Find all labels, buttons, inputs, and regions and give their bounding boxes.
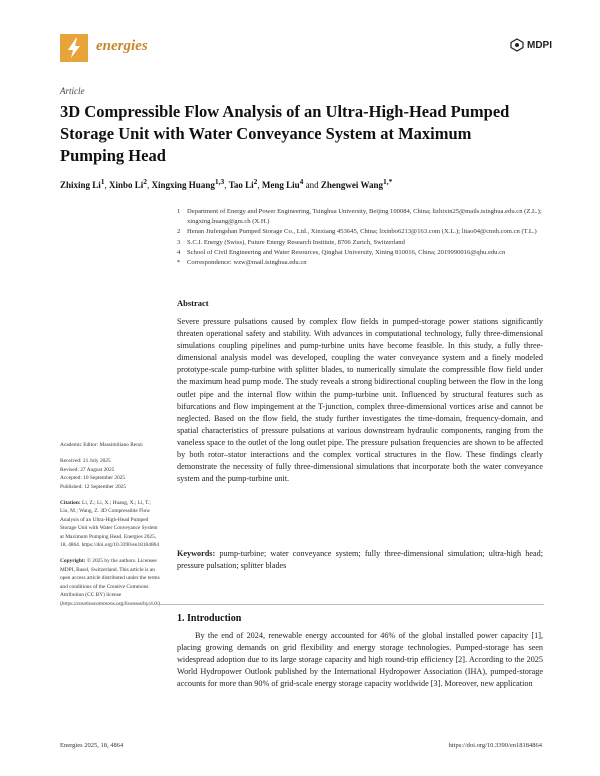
mdpi-mark-icon (510, 38, 524, 52)
affiliation-text: Henan Jiufengshan Pumped Storage Co., Ltd., Xinxiang 453645, China; lixinbo6213@163.com (X.L.); litao04@cnnh.com.cn (T.L.) (187, 228, 537, 236)
received-date: Received: 21 July 2025 (60, 458, 111, 465)
footer-doi-link[interactable]: https://doi.org/10.3390/en18184864 (448, 742, 542, 749)
academic-editor: Academic Editor: Massimiliano Renzi (60, 442, 143, 448)
author-name: Xinbo Li (109, 180, 144, 190)
section-heading: 1. Introduction (177, 613, 242, 624)
copyright-text: © 2025 by the authors. Licensee MDPI, Basel, Switzerland. This article is an open access article distributed under the terms and conditions of the Creative Commons Attribution (CC BY) license (https://creativecommons.org/licenses/by/4.0/). (60, 558, 162, 607)
author-affiliation-mark: 2 (253, 177, 258, 186)
journal-logo (60, 34, 88, 62)
affiliation-item (177, 248, 547, 258)
article-type: Article (60, 86, 85, 96)
author-affiliation-mark: 1,* (383, 177, 393, 186)
author-name: Zhengwei Wang (320, 180, 384, 190)
article-info-sidebar (60, 441, 160, 616)
accepted-date: Accepted: 10 September 2025 (60, 475, 126, 482)
affiliation-mark: 2 (177, 228, 181, 236)
published-date: Published: 12 September 2025 (60, 483, 127, 490)
affiliation-mark: 1 (177, 208, 181, 215)
publisher-name: MDPI (527, 39, 552, 51)
introduction-text: By the end of 2024, renewable energy accounted for 46% of the global installed power capacity [1], placing growing demands on grid flexibility and energy storage technologies. Pumped-storage has seen widespread adoption due to its large storage capacity and high round-trip efficiency [2]. According to the 2025 World Hydropower Outlook published by the International Hydropower Association (IHA), pumped-storage accounts for more than 90% of grid-scale energy storage capacity worldwide [3]. Moreover, new application (177, 631, 543, 689)
affiliation-mark: * (177, 259, 181, 267)
publisher-logo (510, 38, 552, 52)
affiliation-mark: 4 (177, 248, 181, 256)
keywords (177, 548, 543, 572)
affiliation-list (177, 207, 547, 268)
keywords-text: pump-turbine; water conveyance system; fully three-dimensional simulation; ultra-high head; pressure pulsation; splitter blades (177, 549, 543, 571)
keywords-label: Keywords: (177, 549, 216, 558)
citation-block (60, 499, 160, 549)
copyright-label: Copyright: (60, 558, 86, 565)
abstract-text: Severe pressure pulsations caused by complex flow fields in pumped-storage power stations significantly threaten operational safety and stability. With advances in computational technology, fully three-dimensional simulations coupling pipelines and pump-turbine units have become feasible. In this study, a fully three-dimensional analysis model was developed, coupling the water conveyance system and a finely modeled prototype-scale pump-turbine with splitter blades, to numerically simulate the compressible flow field under the maximum head pump mode. The study reveals a strong bidirectional coupling between the flow in the long outlet pipe and the internal flow within the pump-turbine unit. Influenced by structural features such as bifurcations and flow impingement at the T-junction, complex three-dimensional vortices arise and cannot be neglected. Based on the flow field, the study further investigates the time-domain, frequency-domain, and spatial characteristics of pressure pulsations at various downstream hydraulic components, ranging from the vaneless space to the outlet of the long outlet pipe. The pressure pulsation frequencies are shown to be affected by both rotor–stator interactions and the complex vortical structures in the flow. These findings clearly demonstrate the necessity of fully three-dimensional simulations that incorporate both the water conveyance system and the pump-turbine unit. (177, 317, 543, 484)
correspondence-text: Correspondence: wzw@mail.tsinghua.edu.cn (187, 259, 307, 267)
citation-text: Li, Z.; Li, X.; Huang, X.; Li, T.; Liu, M.; Wang, Z. 3D Compressible Flow Analysis of an Ultra-High-Head Pumped Storage Unit with Water Conveyance System at Maximum Pumping Head. Energies 2025, 18, 4864. https://doi.org/10.3390/en18184864 (60, 500, 160, 549)
author-affiliation-mark: 1 (100, 177, 105, 186)
section-divider (60, 604, 544, 605)
journal-name: energies (96, 38, 148, 54)
author-affiliation-mark: 1,3 (214, 177, 225, 186)
author-affiliation-mark: 4 (299, 177, 304, 186)
author-name: Zhixing Li (60, 180, 101, 190)
paper-title: 3D Compressible Flow Analysis of an Ultra-High-Head Pumped Storage Unit with Water Conveyance System at Maximum Pumping Head (60, 102, 510, 165)
abstract-heading: Abstract (177, 298, 209, 308)
affiliation-item (177, 238, 547, 248)
lightning-bolt-icon (60, 34, 88, 62)
affiliation-text: S.C.I. Energy (Swiss), Future Energy Research Institute, 8706 Zurich, Switzerland (187, 238, 405, 246)
author-affiliation-mark: 2 (143, 177, 148, 186)
footer-citation: Energies 2025, 18, 4864 (60, 742, 124, 749)
affiliation-item (177, 207, 547, 227)
affiliation-mark: 3 (177, 238, 181, 246)
copyright-block (60, 557, 160, 607)
affiliation-text: School of Civil Engineering and Water Resources, Qinghai University, Xining 810016, China; 2019990016@qhu.edu.cn (187, 248, 506, 256)
author-name: Xingxing Huang (151, 180, 215, 190)
affiliation-text: Department of Energy and Power Engineering, Tsinghua University, Beijing 100084, China; lizhixin25@mails.tsinghua.edu.cn (Z.L.); xingxing.huang@gm.ch (X.H.) (187, 208, 542, 226)
author-list: Zhixing Li$^1$, Xinbo Li$^2$, Xingxing Huang$^{1,3}$, Tao Li$^2$, Meng Liu$^4$ and Zhengwei Wang$^{1,*}$ (60, 177, 393, 190)
author-name: Meng Liu (261, 180, 300, 190)
dates-block (60, 457, 160, 491)
citation-label: Citation: (60, 500, 81, 507)
author-name: Tao Li (228, 180, 254, 190)
revised-date: Revised: 27 August 2025 (60, 466, 115, 473)
affiliation-item (177, 227, 547, 237)
affiliation-item (177, 258, 547, 268)
